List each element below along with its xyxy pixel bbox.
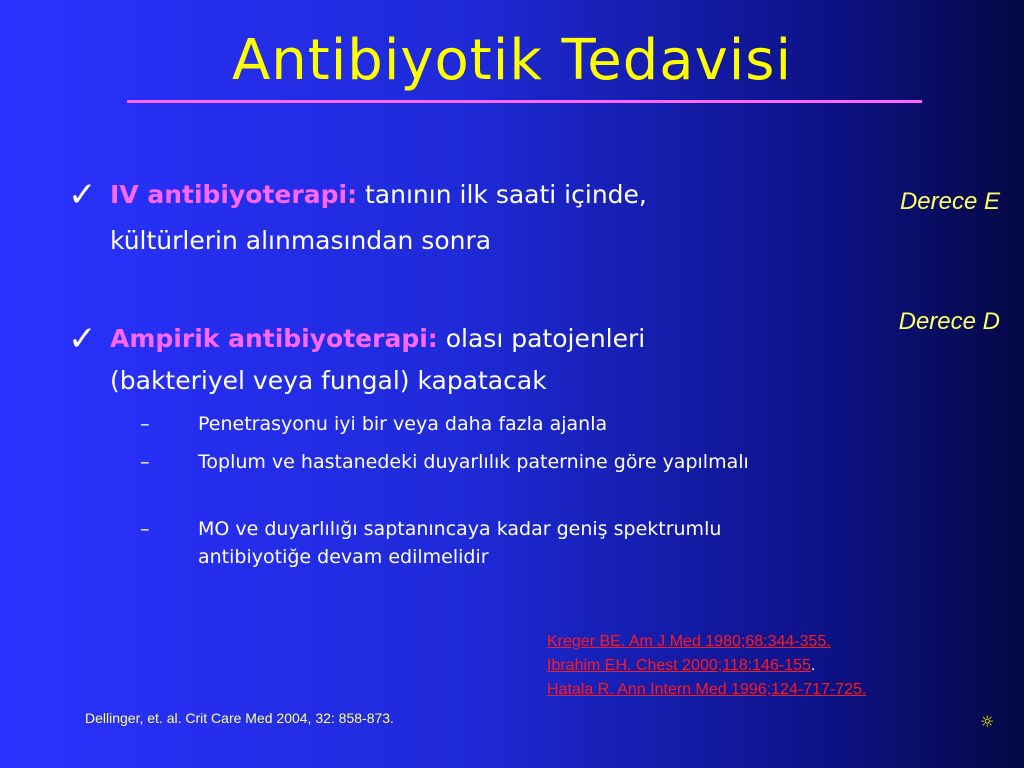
- bullet-iv-antibiotherapy: [68, 172, 788, 264]
- title-underline: [127, 100, 922, 103]
- sub-bullet-text: Penetrasyonu iyi bir veya daha fazla ajanla: [198, 413, 608, 435]
- reference-link[interactable]: Kreger BE. Am J Med 1980;68:344-355.: [547, 633, 831, 650]
- grade-label-e: Derece E: [899, 188, 1000, 215]
- grade-label-d: Derece D: [898, 308, 1000, 335]
- reference-suffix: .: [810, 657, 816, 674]
- reference-link[interactable]: Ibrahim EH. Chest 2000;118:146-155: [547, 657, 811, 674]
- dash-marker: –: [140, 451, 150, 473]
- reference-item: [547, 678, 866, 702]
- bullet-body: [110, 172, 788, 264]
- reference-list: [547, 630, 866, 702]
- bullet-text-line1: olası patojenleri: [437, 324, 646, 353]
- reference-item: [547, 654, 866, 678]
- checkmark-icon: ✓: [68, 175, 97, 215]
- sun-icon: ☼: [980, 712, 995, 731]
- sub-bullet: [140, 448, 780, 476]
- bullet-text-line1: tanının ilk saati içinde,: [357, 180, 647, 209]
- slide-title: Antibiyotik Tedavisi: [231, 28, 792, 93]
- sub-bullet: [140, 410, 780, 438]
- bullet-body: [110, 318, 788, 402]
- sub-bullet: [140, 515, 780, 571]
- checkmark-icon: ✓: [68, 319, 97, 359]
- bullet-text-line2: kültürlerin alınmasından sonra: [110, 226, 492, 255]
- bullet-colon: :: [347, 180, 358, 209]
- bullet-highlight: IV antibiyoterapi: [110, 180, 348, 209]
- bullet-text-line2: (bakteriyel veya fungal) kapatacak: [110, 366, 547, 395]
- sub-bullet-text: Toplum ve hastanedeki duyarlılık paternine göre yapılmalı: [198, 451, 749, 473]
- sub-bullet-text: MO ve duyarlılığı saptanıncaya kadar geniş spektrumlu antibiyotiğe devam edilmelidir: [198, 518, 722, 568]
- dash-marker: –: [140, 413, 150, 435]
- dash-marker: –: [140, 518, 150, 540]
- reference-link[interactable]: Hatala R. Ann Intern Med 1996;124-717-725.: [547, 681, 867, 698]
- footer-citation: Dellinger, et. al. Crit Care Med 2004, 32: 858-873.: [85, 710, 394, 726]
- reference-item: [547, 630, 866, 654]
- bullet-highlight: Ampirik antibiyoterapi: [110, 324, 428, 353]
- bullet-empiric-antibiotherapy: [68, 318, 788, 402]
- bullet-colon: :: [427, 324, 438, 353]
